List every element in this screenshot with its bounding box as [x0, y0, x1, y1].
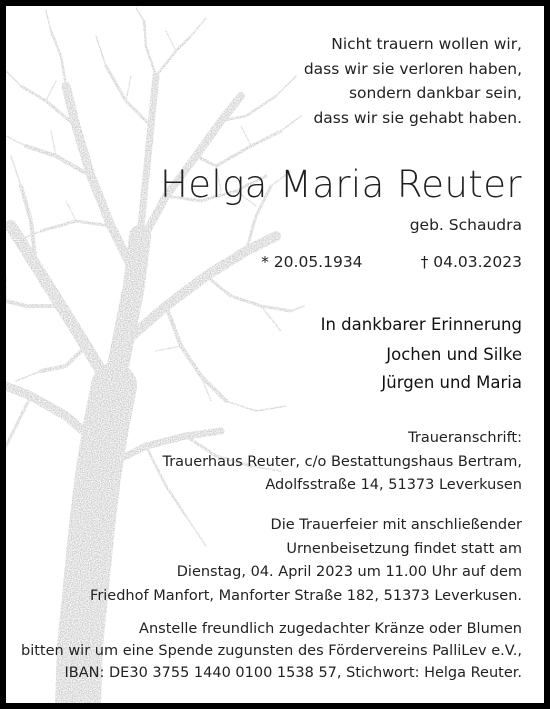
poem-line: dass wir sie verloren haben, — [303, 59, 522, 78]
poem-line: sondern dankbar sein, — [348, 84, 522, 102]
donation-line: IBAN: DE30 3755 1440 0100 1538 57, Stichwort: Helga Reuter. — [64, 665, 522, 681]
ceremony-line: Friedhof Manfort, Manforter Straße 182, 51373 Leverkusen. — [90, 587, 522, 604]
death-date: † 04.03.2023 — [420, 253, 522, 271]
remembrance-block — [122, 311, 522, 397]
address-line: Trauerhaus Reuter, c/o Bestattungshaus Bertram, — [162, 453, 522, 470]
mourner-line: Jochen und Silke — [386, 345, 522, 364]
life-dates — [122, 251, 522, 273]
ceremony-line: Die Trauerfeier mit anschließender — [270, 517, 522, 533]
obituary-card — [6, 6, 544, 703]
donation-line: Anstelle freundlich zugedachter Kränze oder Blumen — [139, 621, 522, 637]
donation-request — [6, 618, 522, 684]
address-line: Traueranschrift: — [408, 430, 522, 446]
poem — [102, 32, 522, 130]
donation-line: bitten wir um eine Spende zugunsten des Fördervereins PalliLev e.V., — [21, 643, 522, 659]
mourning-address — [62, 427, 522, 498]
ceremony-info — [62, 514, 522, 608]
birth-date: * 20.05.1934 — [261, 253, 363, 271]
address-line: Adolfsstraße 14, 51373 Leverkusen — [265, 477, 522, 493]
remembrance-heading: In dankbarer Erinnerung — [320, 315, 522, 334]
deceased-name: Helga Maria Reuter — [160, 163, 522, 206]
ceremony-line: Dienstag, 04. April 2023 um 11.00 Uhr auf dem — [176, 564, 522, 580]
mourner-line: Jürgen und Maria — [381, 373, 522, 392]
ceremony-line: Urnenbeisetzung findet statt am — [286, 540, 522, 557]
poem-line: Nicht trauern wollen wir, — [331, 35, 522, 53]
poem-line: dass wir sie gehabt haben. — [313, 108, 522, 127]
maiden-name: geb. Schaudra — [409, 216, 522, 234]
